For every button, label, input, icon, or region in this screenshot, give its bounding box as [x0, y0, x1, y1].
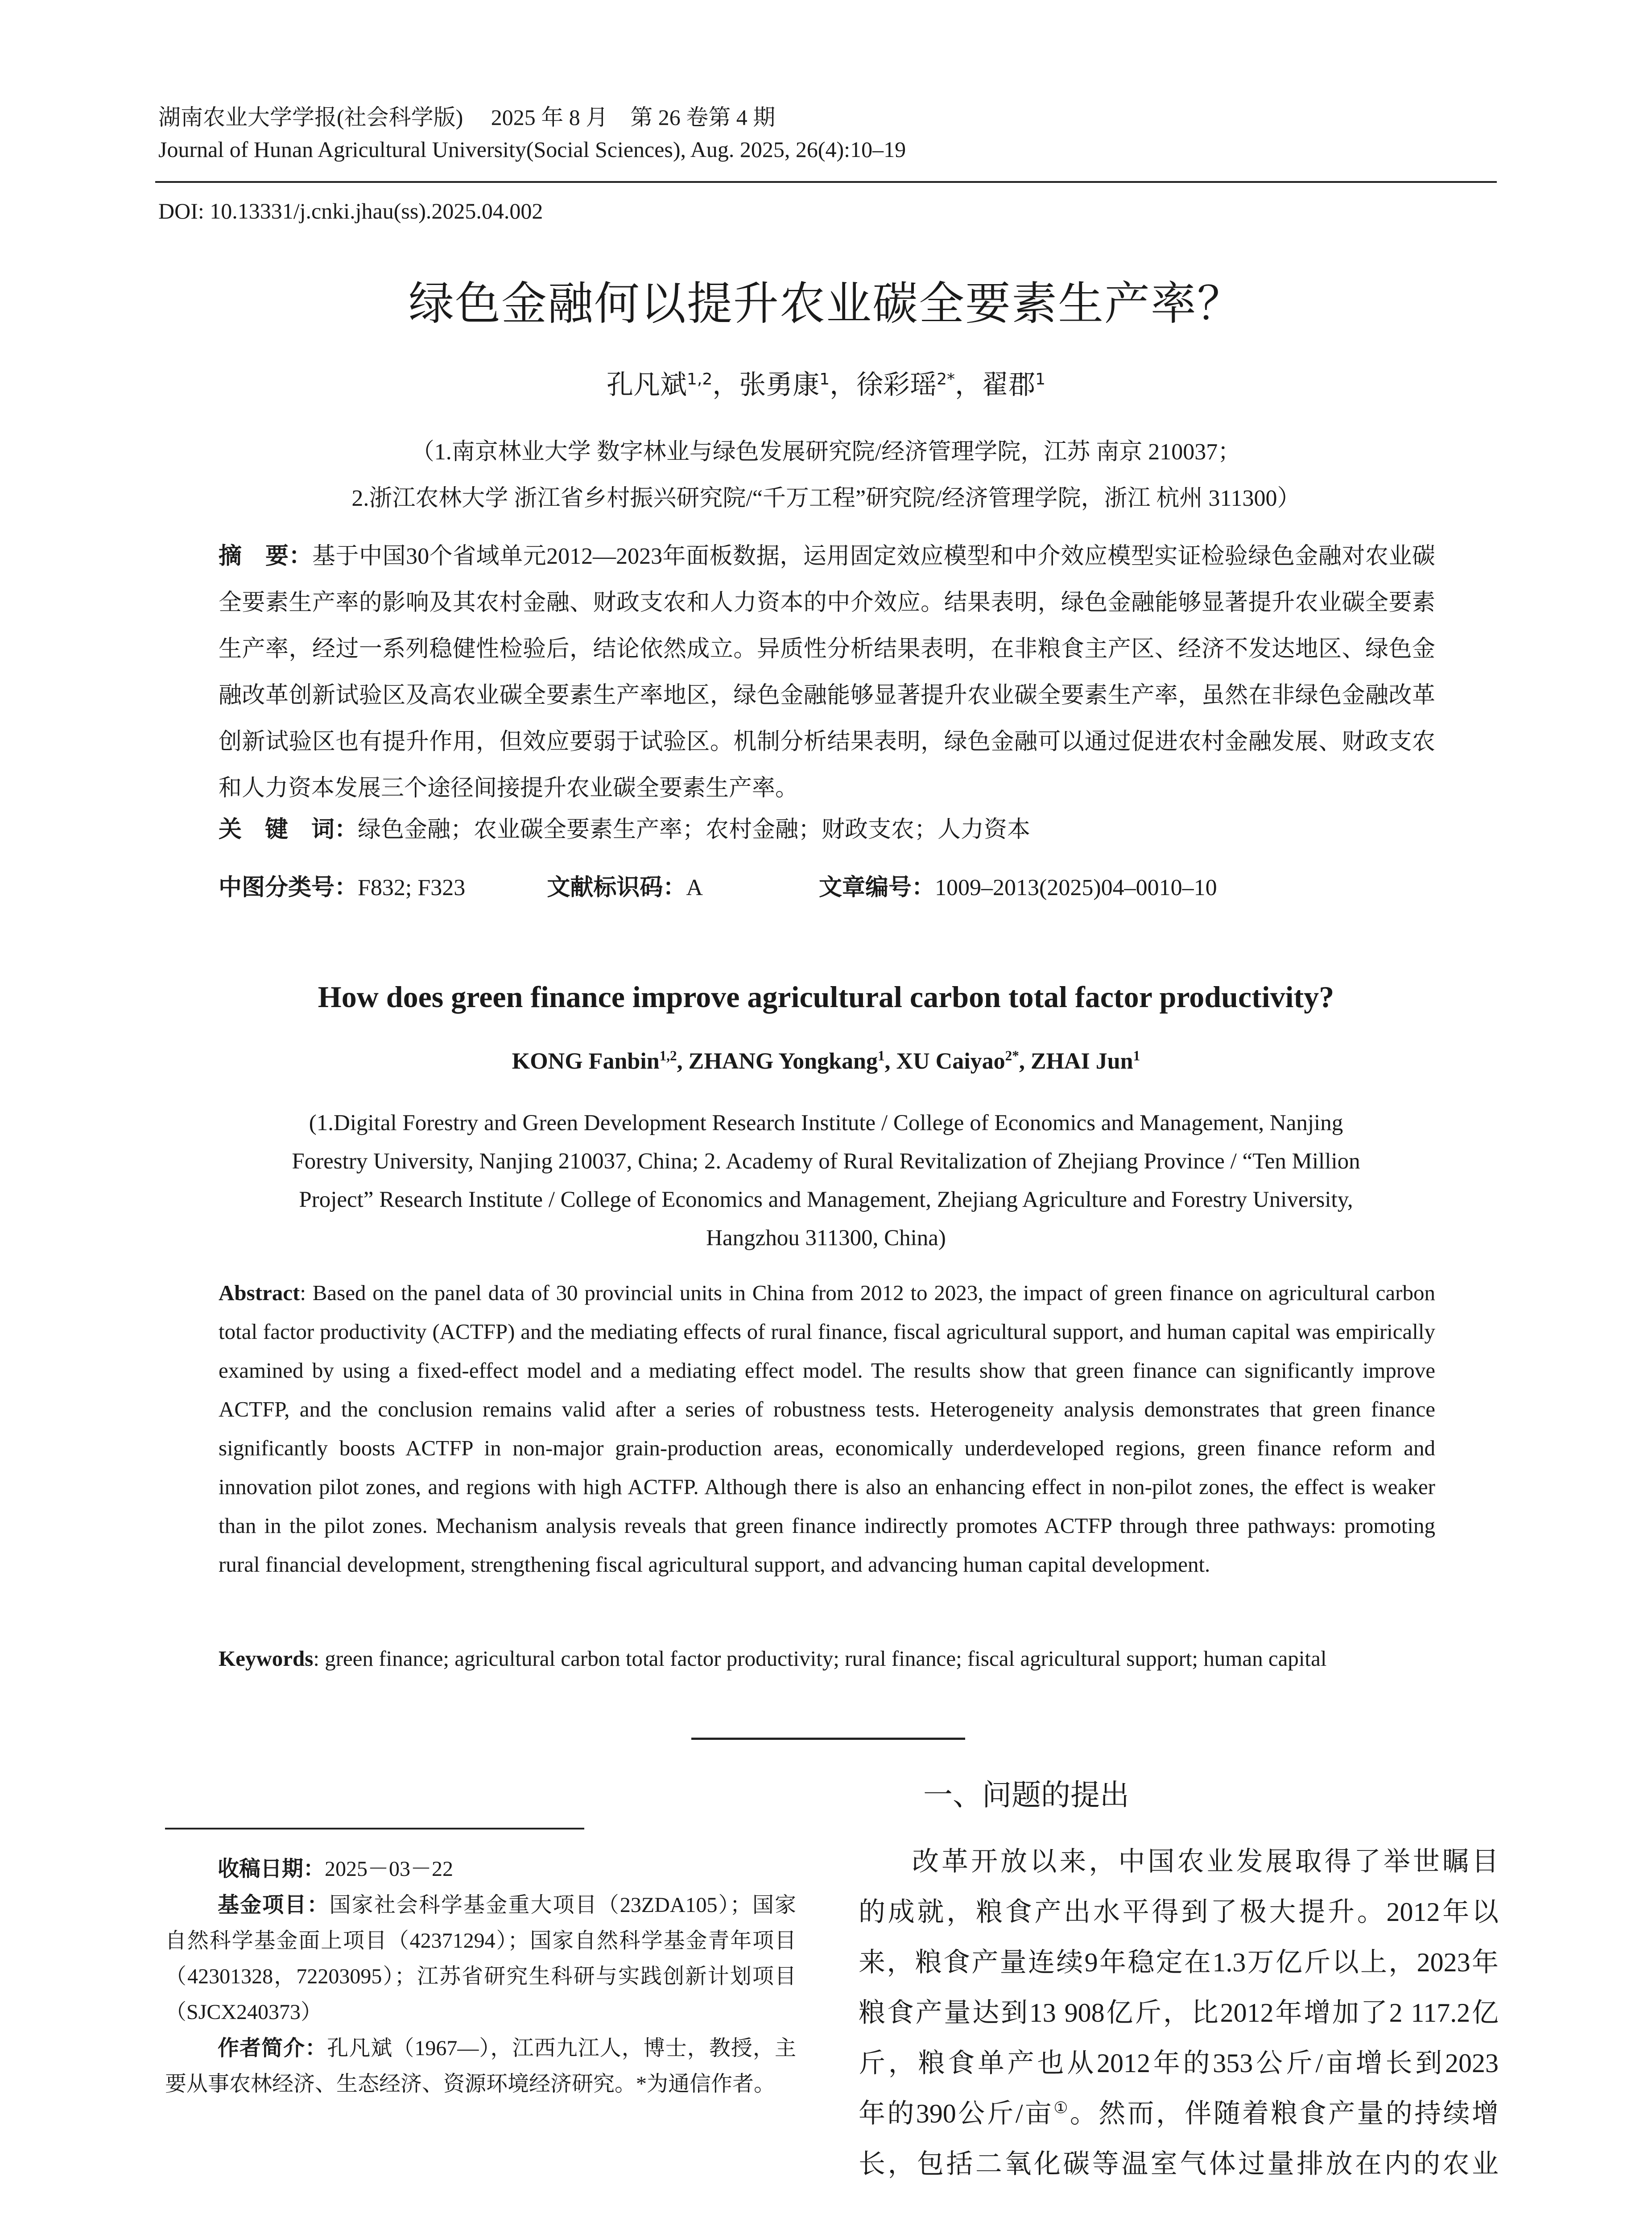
section-divider — [691, 1738, 965, 1740]
footnote-received — [165, 1851, 796, 1887]
body-text: 年的390公斤/亩 — [859, 2099, 1054, 2128]
author-name: KONG Fanbin — [512, 1049, 660, 1074]
affiliation-line: （1.南京林业大学 数字林业与绿色发展研究院/经济管理学院，江苏 南京 210037； — [411, 439, 1241, 465]
title-cn: 绿色金融何以提升农业碳全要素生产率？ — [409, 277, 1243, 330]
doc-code-value: A — [686, 875, 702, 900]
footnote-rule — [165, 1828, 584, 1829]
affiliation-line: (1.Digital Forestry and Green Development Research Institute / College of Economics and Management, Nanjing — [309, 1111, 1343, 1136]
author-affil-mark: 1 — [1035, 370, 1045, 388]
affiliation-line: Hangzhou 311300, China) — [706, 1226, 946, 1251]
journal-header-en: Journal of Hunan Agricultural University(Social Sciences), Aug. 2025, 26(4):10–19 — [158, 137, 906, 162]
author-affil-mark: 1 — [1133, 1048, 1140, 1064]
section-heading: 一、问题的提出 — [923, 1778, 1129, 1812]
body-line: 改革开放以来，中国农业发展取得了举世瞩目 — [912, 1847, 1499, 1876]
section-body — [859, 1837, 1499, 2189]
keywords-en — [219, 1639, 1435, 1678]
affiliations-en — [155, 1104, 1497, 1257]
journal-header-cn: 湖南农业大学学报(社会科学版) 2025 年 8 月 第 26 卷第 4 期 — [158, 105, 776, 130]
author-name: 翟郡 — [982, 369, 1036, 401]
abstract-cn-text: 基于中国30个省域单元2012—2023年面板数据，运用固定效应模型和中介效应模型实证检验绿色金融对农业碳全要素生产率的影响及其农村金融、财政支农和人力资本的中介效应。结果表明，绿色金融能够显著提升农业碳全要素生产率，经过一系列稳健性检验后，结论依然成立。异质性分析结果表明，在非粮食主产区、经济不发达地区、绿色金融改革创新试验区及高农业碳全要素生产率地区，绿色金融能够显著提升农业碳全要素生产率，虽然在非绿色金融改革创新试验区也有提升作用，但效应要弱于试验区。机制分析结果表明，绿色金融可以通过促进农村金融发展、财政支农和人力资本发展三个途径间接提升农业碳全要素生产率。 — [219, 544, 1435, 801]
author-bio-text: 孔凡斌（1967—），江西九江人，博士，教授，主要从事农林经济、生态经济、资源环境经济研究。*为通信作者。 — [165, 2036, 796, 2096]
clc-value: F832; F323 — [358, 875, 466, 900]
clc-label: 中图分类号： — [219, 874, 358, 901]
author-separator: ， — [712, 369, 739, 401]
author-name: ZHAI Jun — [1030, 1049, 1133, 1074]
footnote-funding — [165, 1887, 796, 2030]
author-separator: , — [1019, 1049, 1031, 1074]
header-rule — [155, 181, 1497, 183]
funding-label: 基金项目： — [218, 1892, 330, 1917]
footnote — [165, 1851, 796, 2102]
keywords-cn — [219, 812, 1435, 848]
keywords-cn-text: 绿色金融；农业碳全要素生产率；农村金融；财政支农；人力资本 — [358, 817, 1031, 842]
author-name: ZHANG Yongkang — [688, 1049, 878, 1074]
author-name: XU Caiyao — [896, 1049, 1005, 1074]
abstract-en — [219, 1273, 1435, 1584]
author-affil-mark: 2* — [937, 370, 955, 388]
author-name: 张勇康 — [739, 369, 820, 401]
keywords-en-label: Keywords — [219, 1646, 314, 1671]
classification-row — [219, 870, 1435, 906]
authors-en — [155, 1044, 1497, 1079]
abstract-cn-label: 摘 要： — [219, 543, 313, 570]
funding-text: 国家社会科学基金重大项目（23ZDA105）；国家自然科学基金面上项目（42371294）；国家自然科学基金青年项目（42301328，72203095）；江苏省研究生科研与实践创新计划项目（SJCX240373） — [165, 1893, 796, 2024]
body-line: 长，包括二氧化碳等温室气体过量排放在内的农业 — [859, 2149, 1499, 2179]
author-separator: , — [677, 1049, 689, 1074]
author-affil-mark: 1,2 — [659, 1048, 677, 1064]
abstract-cn — [219, 533, 1435, 812]
body-line — [859, 2089, 1499, 2139]
keywords-cn-label: 关 键 词： — [219, 816, 358, 843]
author-name: 孔凡斌 — [607, 369, 687, 401]
received-date: 2025－03－22 — [325, 1857, 454, 1881]
body-text: 。然而，伴随着粮食产量的持续增 — [1070, 2099, 1499, 2128]
body-line: 粮食产量达到13 908亿斤，比2012年增加了2 117.2亿 — [859, 1998, 1499, 2028]
abstract-en-text: : Based on the panel data of 30 provincial units in China from 2012 to 2023, the impact of green finance on agricultural carbon total factor productivity (ACTFP) and the mediating effects of rural finance, fiscal agricultural support, and human capital was empirically examined by using a fixed-effect model and a mediating effect model. The results show that green finance can significantly improve ACTFP, and the conclusion remains valid after a series of robustness tests. Heterogeneity analysis demonstrates that green finance significantly boosts ACTFP in non-major grain-production areas, economically underdeveloped regions, green finance reform and innovation pilot zones, and regions with high ACTFP. Although there is also an enhancing effect in non-pilot zones, the effect is weaker than in the pilot zones. Mechanism analysis reveals that green finance indirectly promotes ACTFP through three pathways: promoting rural financial development, strengthening fiscal agricultural support, and advancing human capital development. — [219, 1280, 1435, 1577]
affiliations-cn — [155, 429, 1497, 522]
keywords-en-text: : green finance; agricultural carbon total factor productivity; rural finance; fiscal agricultural support; human capital — [313, 1646, 1327, 1671]
author-affil-mark: 1 — [877, 1048, 885, 1064]
body-line: 来，粮食产量连续9年稳定在1.3万亿斤以上，2023年 — [859, 1948, 1499, 1977]
affiliation-line: 2.浙江农林大学 浙江省乡村振兴研究院/“千万工程”研究院/经济管理学院，浙江 杭州 311300） — [351, 486, 1301, 511]
author-affil-mark: 1 — [819, 370, 830, 388]
author-affil-mark: 1,2 — [687, 370, 713, 388]
author-separator: , — [884, 1049, 896, 1074]
article-number-value: 1009–2013(2025)04–0010–10 — [935, 875, 1217, 900]
affiliation-line: Forestry University, Nanjing 210037, China; 2. Academy of Rural Revitalization of Zhejiang Province / “Ten Million — [292, 1149, 1360, 1174]
author-name: 徐彩瑶 — [856, 369, 937, 401]
author-separator: ， — [955, 369, 982, 401]
affiliation-line: Project” Research Institute / College of Economics and Management, Zhejiang Agriculture and Forestry University, — [299, 1187, 1353, 1212]
footnote-author-bio — [165, 2030, 796, 2102]
author-affil-mark: 2* — [1005, 1048, 1019, 1064]
abstract-en-label: Abstract — [219, 1280, 300, 1305]
received-label: 收稿日期： — [218, 1856, 325, 1881]
authors-cn — [155, 365, 1497, 405]
body-line: 斤，粮食单产也从2012年的353公斤/亩增长到2023 — [859, 2048, 1499, 2078]
doi[interactable]: DOI: 10.13331/j.cnki.jhau(ss).2025.04.002 — [158, 198, 543, 223]
footnote-ref[interactable]: ① — [1053, 2099, 1070, 2117]
author-separator: ， — [830, 369, 857, 401]
author-bio-label: 作者简介： — [218, 2036, 327, 2061]
body-line: 的成就，粮食产出水平得到了极大提升。2012年以 — [859, 1897, 1499, 1927]
doc-code-label: 文献标识码： — [547, 874, 686, 901]
article-number-label: 文章编号： — [819, 874, 935, 901]
title-en: How does green finance improve agricultural carbon total factor productivity? — [318, 980, 1334, 1014]
